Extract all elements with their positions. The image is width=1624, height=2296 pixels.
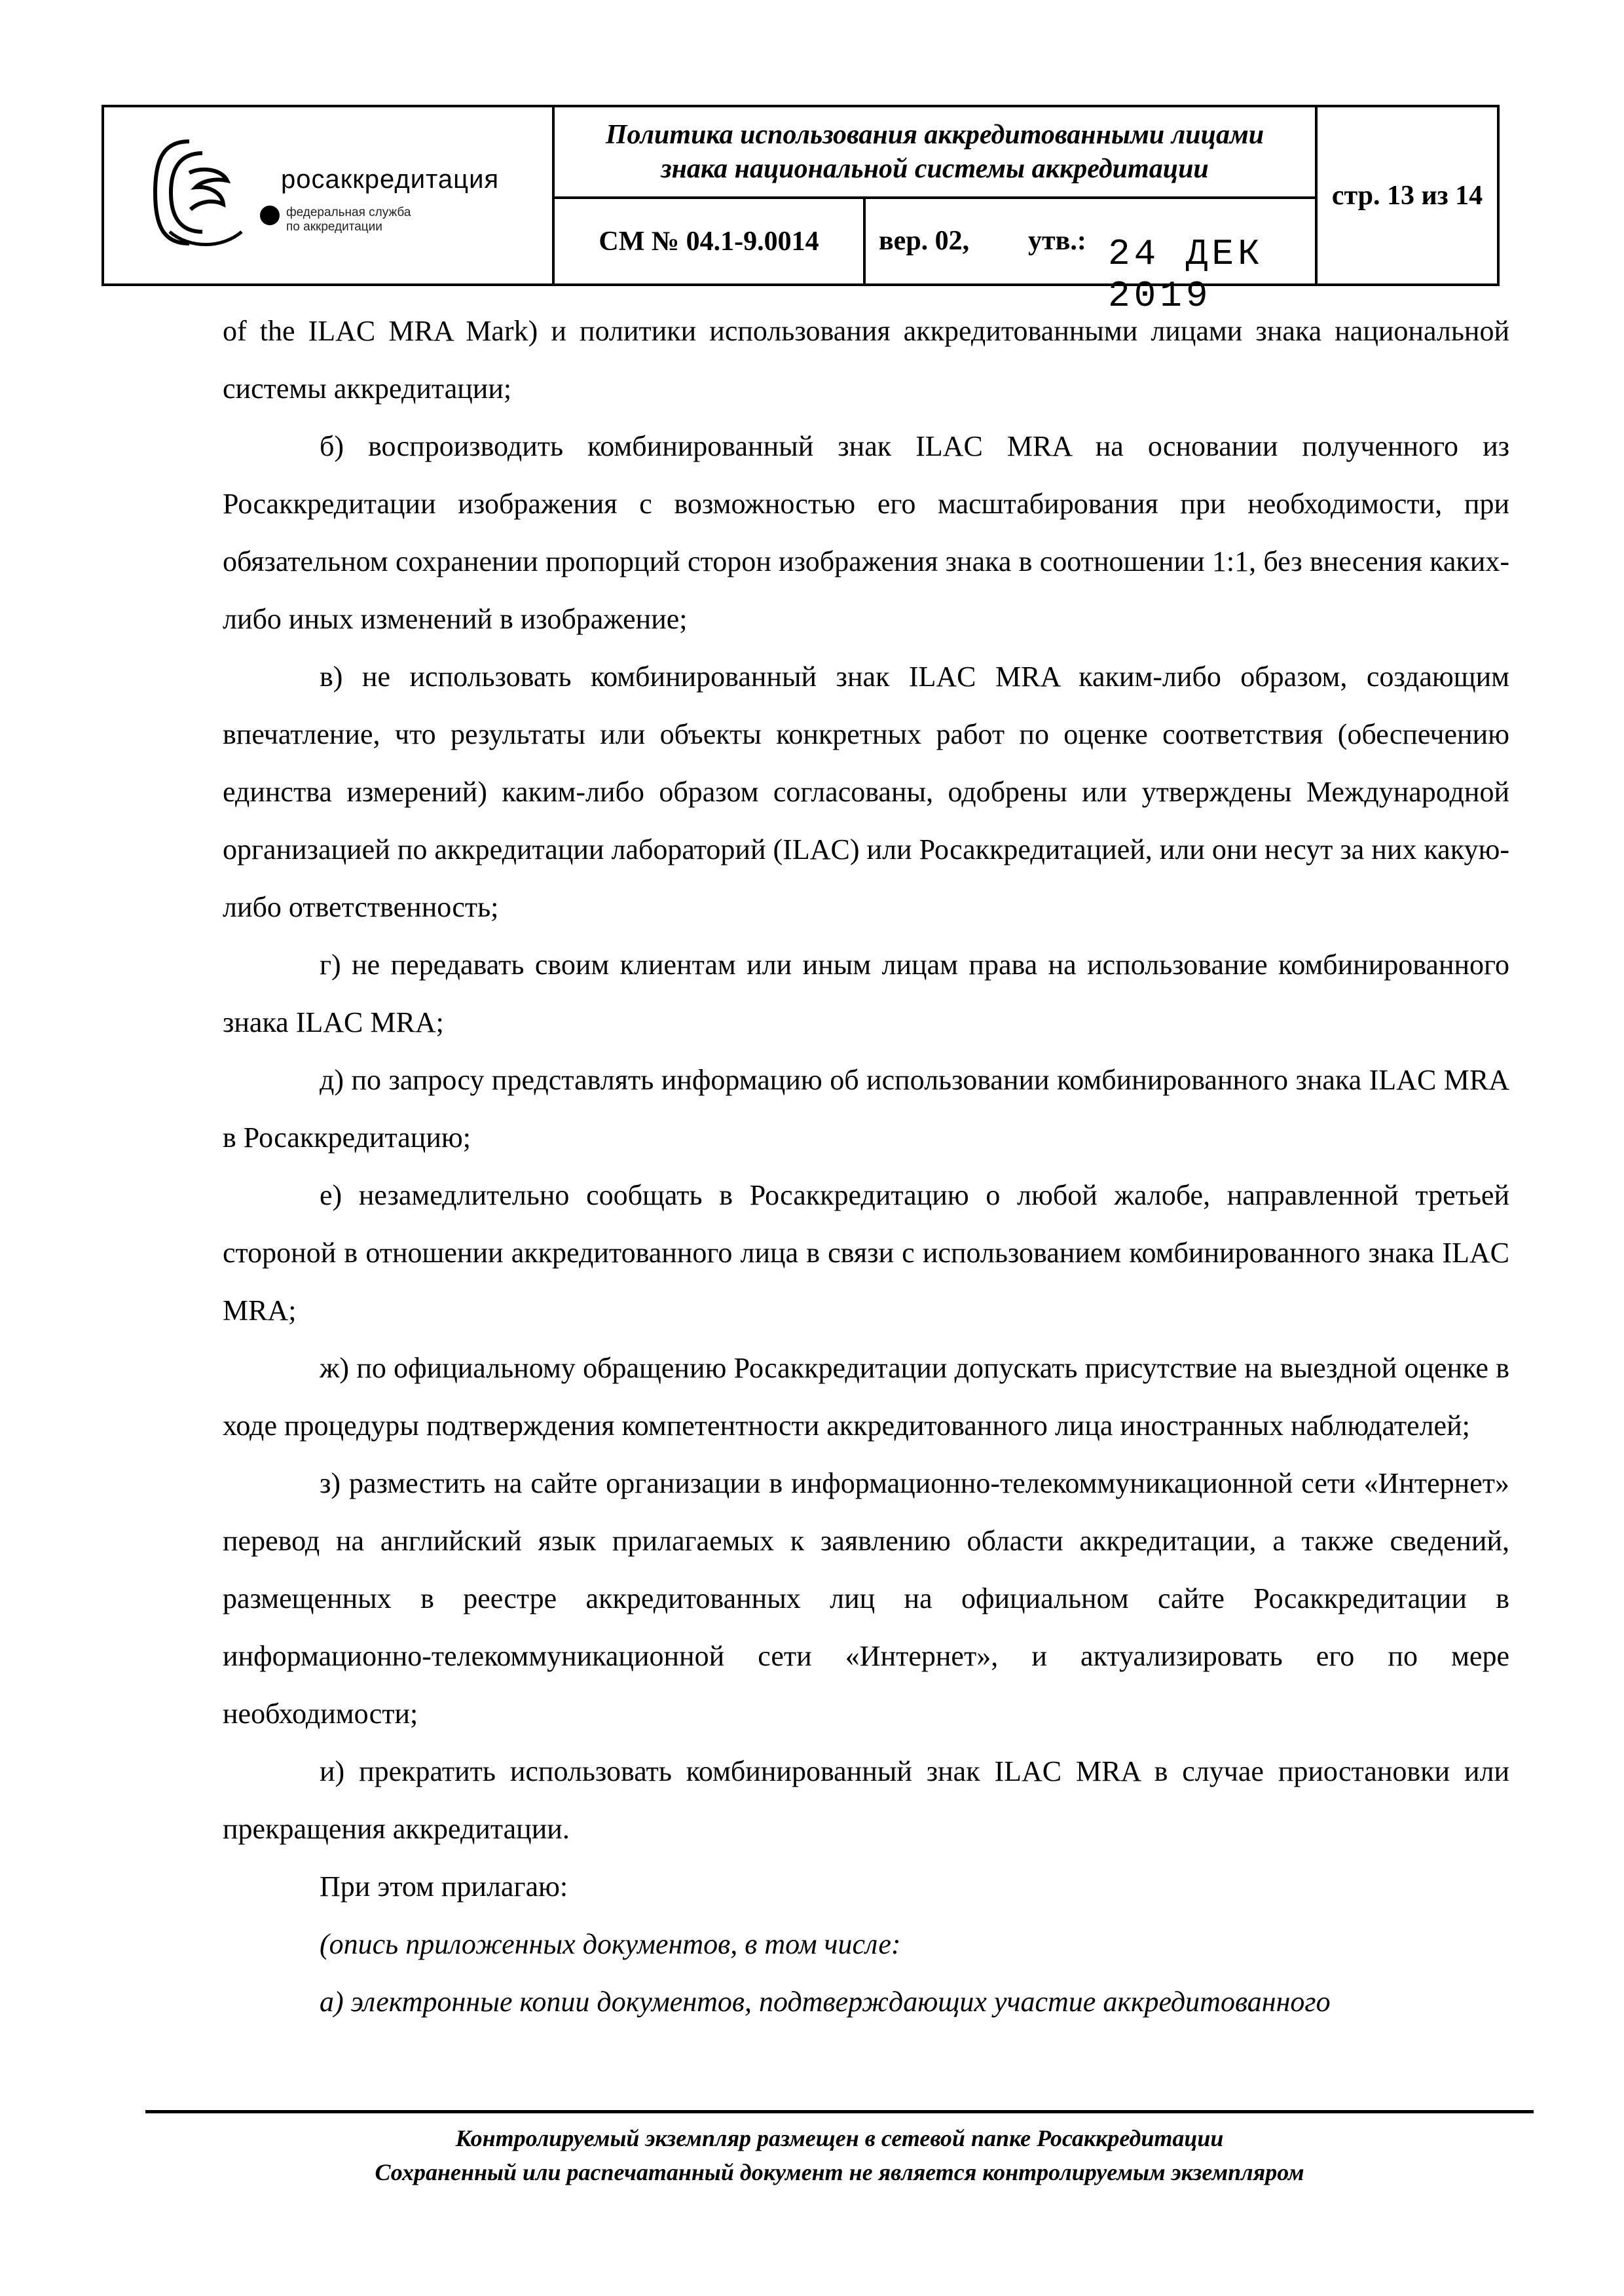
footer-line-1: Контролируемый экземпляр размещен в сетевой папке Росаккредитации	[455, 2125, 1224, 2151]
version-label: вер. 02,	[879, 226, 970, 256]
org-name: росаккредитация	[281, 165, 500, 194]
attachments-list-intro: (опись приложенных документов, в том числе:	[320, 1928, 901, 1960]
logo-cell	[104, 107, 555, 283]
logo-dot	[260, 206, 280, 225]
paragraph-d: д) по запросу представлять информацию об использовании комбинированного знака ILAC MRA в Росаккредитацию;	[223, 1064, 1509, 1154]
footer-line-2: Сохраненный или распечатанный документ не является контролируемым экземпляром	[375, 2159, 1304, 2185]
page-number: стр. 13 из 14	[1331, 180, 1483, 211]
paragraph-v: в) не использовать комбинированный знак ILAC MRA каким-либо образом, создающим впечатление, что результаты или объекты конкретных работ по оценке соответствия (обеспечению единства измерений) каким-либо образом согласованы, одобрены или утверждены Международной организацией по аккредитации лабораторий (ILAC) или Росаккредитацией, или они несут за них какую-либо ответственность;	[223, 661, 1509, 923]
document-number: СМ № 04.1-9.0014	[555, 199, 866, 283]
rosaccreditation-logo-icon	[150, 134, 255, 251]
paragraph-a-continuation: of the ILAC MRA Mark) и политики использования аккредитованными лицами знака национальной системы аккредитации;	[223, 315, 1509, 405]
footer-note	[145, 2121, 1534, 2189]
org-subtitle: федеральная служба по аккредитации	[286, 206, 411, 234]
document-header-table	[101, 105, 1500, 317]
paragraph-g: г) не передавать своим клиентам или иным лицам права на использование комбинированного знака ILAC MRA;	[223, 949, 1509, 1038]
approved-date-stamp: 24 ДЕК 2019	[1108, 233, 1264, 317]
version-cell	[866, 199, 1318, 317]
paragraph-i: и) прекратить использовать комбинированный знак ILAC MRA в случае приостановки или прекращения аккредитации.	[223, 1755, 1509, 1845]
paragraph-z: з) разместить на сайте организации в информационно-телекоммуникационной сети «Интернет» перевод на английский язык прилагаемых к заявлению области аккредитации, а также сведений, размещенных в реестре аккредитованных лиц на официальном сайте Росаккредитации в информационно-телекоммуникационной сети «Интернет», и актуализировать его по мере необходимости;	[223, 1467, 1509, 1730]
paragraph-e: е) незамедлительно сообщать в Росаккредитацию о любой жалобе, направленной третьей стороной в отношении аккредитованного лица в связи с использованием комбинированного знака ILAC MRA;	[223, 1179, 1509, 1326]
approved-label: утв.:	[1028, 226, 1086, 256]
paragraph-zh: ж) по официальному обращению Росаккредитации допускать присутствие на выездной оценке в ходе процедуры подтверждения компетентности аккредитованного лица иностранных наблюдателей;	[223, 1352, 1509, 1442]
footer-divider	[145, 2110, 1534, 2113]
document-body	[223, 302, 1509, 2031]
paragraph-b: б) воспроизводить комбинированный знак ILAC MRA на основании полученного из Росаккредитации изображения с возможностью его масштабирования при необходимости, при обязательном сохранении пропорций сторон изображения знака в соотношении 1:1, без внесения каких-либо иных изменений в изображение;	[223, 430, 1509, 635]
attachments-intro: При этом прилагаю:	[320, 1870, 568, 1903]
attachment-item-a: а) электронные копии документов, подтверждающих участие аккредитованного	[320, 1986, 1331, 2018]
document-title: Политика использования аккредитованными лицами знака национальной системы аккредитации	[555, 107, 1318, 199]
